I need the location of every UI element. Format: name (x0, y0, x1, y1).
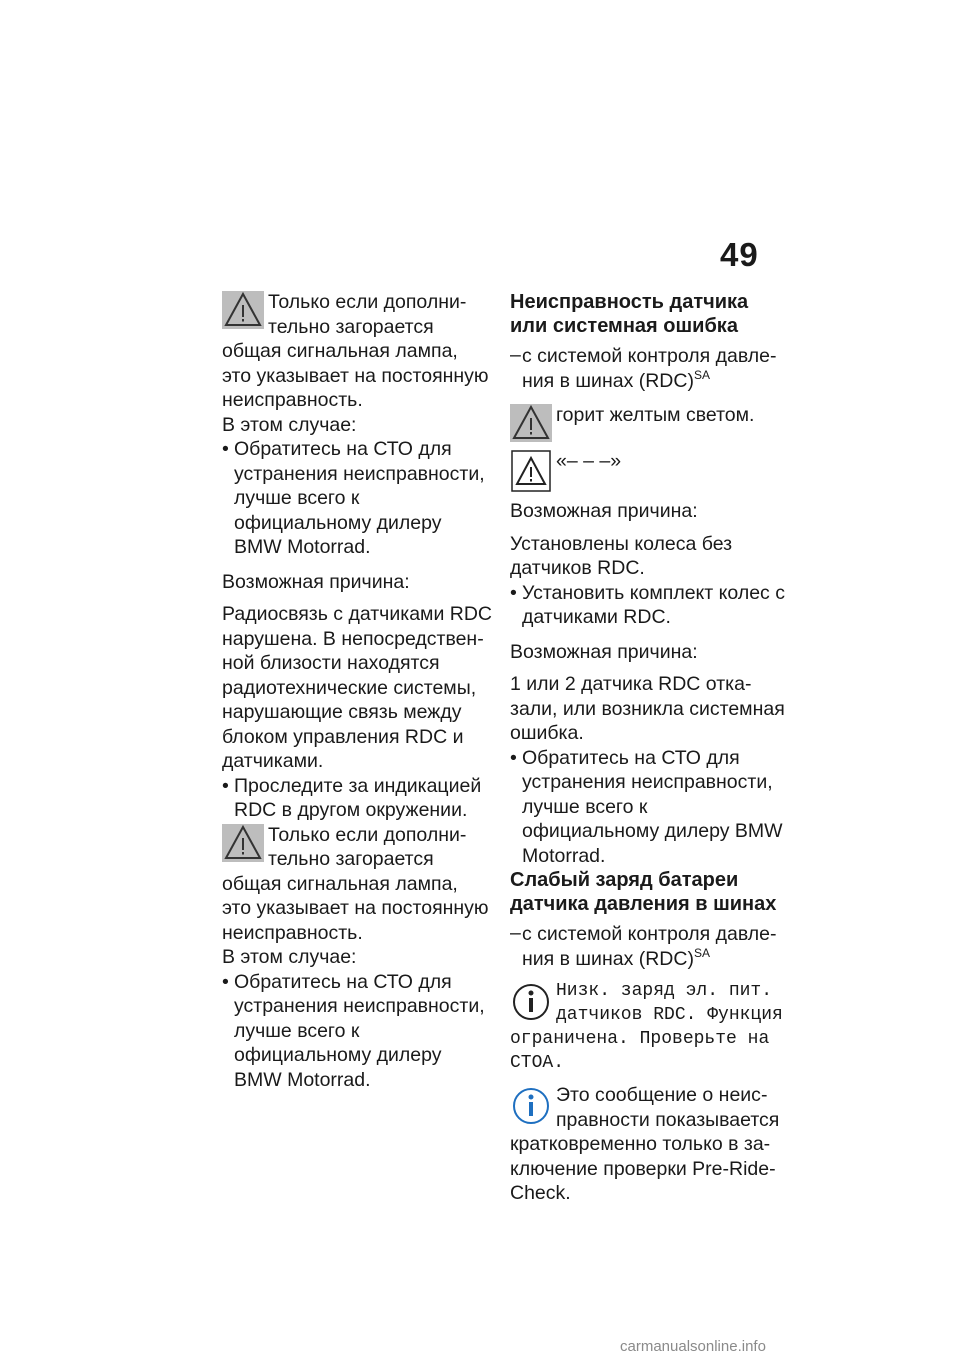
bullet-item (510, 746, 788, 869)
dash-icon: – (510, 922, 521, 944)
watermark: carmanualsonline.info (620, 1338, 766, 1355)
cause-text: 1 или 2 датчика RDC отказали, или возникла системная ошибка. (510, 673, 785, 744)
display-message: Низк. заряд эл. пит. датчиков RDC. Функция ограничена. Проверьте на СТОА. (510, 981, 783, 1073)
warning-text-2: Только если дополнительно загорается общая сигнальная лампа, это указывает на постоянную неисправность. (222, 823, 489, 944)
equipment-text: с системой контроля давления в шинах (RDC) (522, 345, 777, 392)
warning-yellow-text: горит желтым светом. (556, 404, 755, 426)
warning-note-2 (222, 823, 492, 946)
display-dashes: «– – –» (556, 450, 622, 472)
bullet-icon: • (510, 581, 517, 604)
equipment-sup: SA (693, 367, 710, 382)
case-label-1: В этом случае: (222, 413, 357, 436)
cause-label: Возможная причина: (222, 570, 410, 593)
equipment-note (510, 344, 788, 393)
bullet-icon: • (222, 438, 229, 460)
warning-note-1 (222, 290, 492, 413)
warning-note-yellow (510, 403, 788, 443)
warning-triangle-icon (222, 823, 264, 863)
bullet-icon: • (510, 746, 517, 769)
section-heading-battery: Слабый заряд батареи датчика давления в шинах (510, 869, 777, 915)
cause-label: Возможная причина: (510, 640, 698, 663)
warning-triangle-icon (510, 403, 552, 443)
equipment-text: с системой контроля давления в шинах (RDC) (522, 923, 777, 970)
bullet-text: Проследите за индикацией RDC в другом окружении. (234, 774, 482, 821)
warning-text-1: Только если дополнительно загорается общая сигнальная лампа, это указывает на постоянную неисправность. (222, 291, 489, 411)
page-number: 49 (720, 236, 759, 273)
equipment-note (510, 922, 788, 971)
bullet-icon: • (222, 970, 229, 993)
equipment-sup: SA (693, 945, 710, 960)
bullet-text: Установить комплект колес с датчиками RDC. (522, 581, 785, 628)
case-label-2: В этом случае: (222, 946, 357, 968)
bullet-item (222, 437, 492, 560)
cause-text: Радиосвязь с датчиками RDC нарушена. В непосредственной близости находятся радиотехнические системы, нарушающие связь между блоком управления RDC и датчиками. (222, 603, 493, 772)
left-column (222, 290, 492, 1092)
dash-icon: – (510, 344, 521, 366)
section-heading-sensor-error: Неисправность датчика или системная ошибка (510, 291, 749, 337)
bullet-icon: • (222, 774, 229, 797)
info-note (510, 1083, 788, 1206)
warning-triangle-outline-icon (510, 449, 552, 493)
bullet-text: Обратитесь на СТО для устранения неисправности, лучше всего к официальному дилеру BMW Motorrad. (522, 746, 783, 867)
info-icon (510, 1083, 552, 1127)
warning-triangle-icon (222, 290, 264, 330)
bullet-item (510, 581, 788, 630)
bullet-item (222, 970, 492, 1093)
info-icon (510, 979, 552, 1023)
right-column (510, 290, 788, 1206)
bullet-text: Обратитесь на СТО для устранения неисправности, лучше всего к официальному дилеру BMW Motorrad. (234, 970, 485, 1091)
cause-label: Возможная причина: (510, 500, 698, 522)
bullet-text: Обратитесь на СТО для устранения неисправности, лучше всего к официальному дилеру BMW Motorrad. (234, 438, 485, 558)
info-display-note (510, 979, 788, 1075)
warning-note-dashes (510, 449, 788, 493)
cause-text: Установлены колеса без датчиков RDC. (510, 532, 733, 579)
bullet-item (222, 774, 492, 823)
info-text: Это сообщение о неисправности показывается кратковременно только в заключение проверки Pre-Ride-Check. (510, 1084, 780, 1204)
